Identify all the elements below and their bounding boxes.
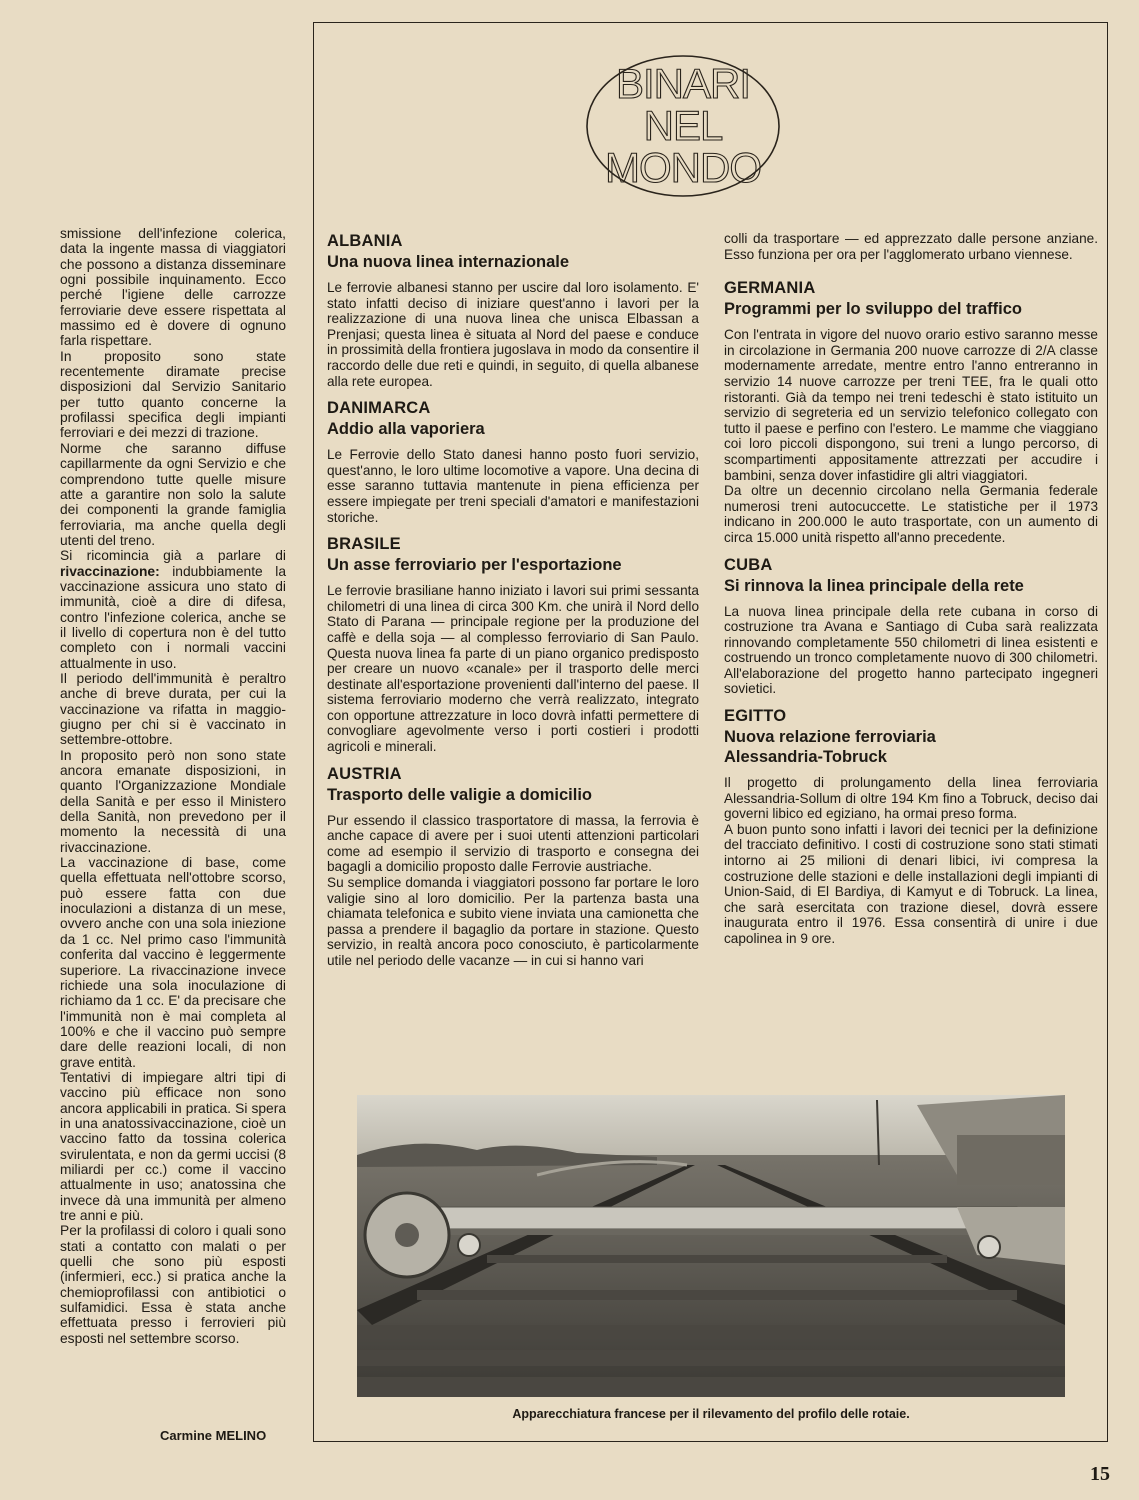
news-text: La nuova linea principale della rete cubana in corso di costruzione tra Avana e Santiago di Cuba sarà realizzata rinnovando completamente 550 chilometri di linea esistenti e costruendo un tronco completamente nuovo di 300 chilometri. All'elaborazione del progetto hanno partecipato ingegneri sovietici. xyxy=(724,603,1098,697)
headline-line: Alessandria-Tobruck xyxy=(724,748,887,767)
left-paragraph: Per la profilassi di coloro i quali sono stati a contatto con malati o per quelli che sono più esposti (infermieri, ecc.) si pratica anche la chemioprofilassi con antibiotici o sulfamidici. Essa è stata anche effettuata presso i ferrovieri più esposti nel settembre scorso. xyxy=(60,1223,286,1346)
news-text: Le ferrovie brasiliane hanno iniziato i lavori sui primi sessanta chilometri di una linea di circa 300 Km. che unirà il Nord dello Stato di Parana — principale regione per la produzione del caffè e della soja — al complesso ferroviario di San Paulo. Questa nuova linea fa parte di un piano organico predisposto per creare un nuovo «canale» per il trasporto delle merci destinate all'esportazione provenienti dall'interno del paese. Il sistema ferroviario moderno che verrà realizzato, integrato con opportune attrezzature in loco dovrà infatti permettere di convogliare agevolmente verso i porti costieri i prodotti agricoli e minerali. xyxy=(327,583,699,755)
logo-line-binari: BINARI xyxy=(615,60,751,107)
left-paragraph: Norme che saranno diffuse capillarmente da ogni Servizio e che comprendono tutte quelle misure atte a garantire non solo la salute dei componenti la grande famiglia ferroviaria, ma anche quella degli utenti del treno. xyxy=(60,440,286,548)
middle-news-column xyxy=(327,231,699,978)
left-paragraph: Tentativi di impiegare altri tipi di vaccino più efficace non sono ancora applicabili in pratica. Si spera in una anatossivaccinazione, cioè un vaccino fatto da tossina colerica svirulentata, e non da germi uccisi (8 miliardi per cc.) come il vaccino attualmente in uso; anatossina che invece dà una immunità per almeno tre anni e più. xyxy=(60,1069,286,1223)
photo-gauge-right xyxy=(978,1236,1000,1258)
news-text: Da oltre un decennio circolano nella Germania federale numerosi treni autocuccette. Le statistiche per il 1973 indicano in 200.000 le auto trasportate, con un aumento di circa 15.000 unità rispetto all'anno precedente. xyxy=(724,483,1098,545)
news-text: Su semplice domanda i viaggiatori possono far portare le loro valigie sino al loro domicilio. Per la partenza basta una chiamata telefonica e subito viene inviata una camionetta che passa a prendere il bagaglio da portare in stazione. Questo servizio, in realtà ancora poco conosciuto, è particolarmente utile nel periodo delle vacanze — in cui si hanno vari xyxy=(327,875,699,968)
revaccination-rest: indubbiamente la vaccinazione assicura uno stato di immunità, cioè a dire di difesa, contro l'infezione colerica, anche se il livello di copertura non è del tutto completo con i normali vaccini attualmente in uso. xyxy=(60,563,286,671)
news-headline: Una nuova linea internazionale xyxy=(327,253,570,271)
news-text: Le ferrovie albanesi stanno per uscire dal loro isolamento. E' stato infatti deciso di iniziare quest'anno i lavori per la realizzazione di una nuova linea che unisca Elbassan a Prenjasi; questa linea è situata al Nord del paese e conduce in prossimità della frontiera jugoslava in modo da consentire il raccordo delle due reti e quindi, in seguito, di quella albanese alla rete europea. xyxy=(327,280,699,389)
country-heading: ALBANIA xyxy=(327,232,403,250)
section-brasile xyxy=(327,534,699,755)
news-text: Pur essendo il classico trasportatore di massa, la ferrovia è anche capace di avere per i suoi utenti attenzioni particolari come ad esempio il servizio di trasporto e consegna dei bagagli a domicilio proposto dalle Ferrovie austriache. xyxy=(327,812,699,875)
section-danimarca xyxy=(327,398,699,525)
news-headline: Un asse ferroviario per l'esportazione xyxy=(327,556,622,575)
photo-beam-shadow xyxy=(417,1229,1017,1235)
photo-illustration xyxy=(357,1095,1065,1397)
photo-caption: Apparecchiatura francese per il rilevamento del profilo delle rotaie. xyxy=(512,1407,910,1421)
country-heading: DANIMARCA xyxy=(327,399,431,418)
section-austria xyxy=(327,764,699,969)
section-egitto xyxy=(724,706,1098,947)
section-germania xyxy=(724,278,1098,545)
news-text: A buon punto sono infatti i lavori dei tecnici per la definizione del tracciato definitivo. I costi di costruzione sono stati stimati intorno ai 25 milioni di denari libici, ivi compresa la costruzione delle stazioni e delle installazioni degli impianti di Union-Said, di El Bardiya, di Kamyut e di Tobruck. La linea, che sarà esercitata con trazione diesel, dovrà essere inaugurata entro il 1976. Essa consentirà di unire i due capolinea in 9 ore. xyxy=(724,821,1098,946)
binari-nel-mondo-logo xyxy=(583,52,783,200)
photo-wall xyxy=(957,1135,1065,1185)
section-albania xyxy=(327,231,699,389)
headline-line: Nuova relazione ferroviaria xyxy=(724,728,936,747)
country-heading: GERMANIA xyxy=(724,279,816,298)
revaccination-bold-term: rivaccinazione: xyxy=(60,563,160,579)
photo-wheel-left-hub xyxy=(395,1223,419,1247)
author-signature: Carmine MELINO xyxy=(160,1428,267,1443)
news-headline: Trasporto delle valigie a domicilio xyxy=(327,785,592,804)
page-number: 15 xyxy=(1090,1463,1110,1485)
photo-gauge-left xyxy=(458,1234,480,1256)
left-paragraph: smissione dell'infezione colerica, data la ingente massa di viaggiatori che possono a distanza disseminare ogni possibile inquinamento. Ecco perché l'igiene delle carrozze ferroviarie deve essere rispettata al massimo ed è dovere di ognuno farla rispettare. xyxy=(60,226,286,349)
news-headline: Addio alla vaporiera xyxy=(327,420,485,439)
news-headline xyxy=(724,727,1098,767)
left-paragraph: In proposito sono state recentemente diramate precise disposizioni dal Servizio Sanitario per tutto quanto concerne la profilassi specifica degli impianti ferroviari e dei mezzi di trazione. xyxy=(60,348,286,441)
news-text: Il progetto di prolungamento della linea ferroviaria Alessandria-Sollum di oltre 194 Km fino a Tobruck, deciso dai governi libico ed egiziano, ha ormai preso forma. xyxy=(724,775,1098,822)
country-heading: AUSTRIA xyxy=(327,764,402,783)
country-heading: CUBA xyxy=(724,555,773,574)
news-headline: Programmi per lo sviluppo del traffico xyxy=(724,300,1022,319)
revaccination-lead: Si ricomincia già a parlare di xyxy=(60,548,286,564)
section-austria-continued xyxy=(724,231,1098,262)
left-paragraph: In proposito però non sono state ancora emanate disposizioni, in quanto l'Organizzazione Mondiale della Sanità e per esso il Ministero della Sanità, non prevedono per il momento la necessità di una rivaccinazione. xyxy=(60,747,286,855)
section-cuba xyxy=(724,555,1098,698)
rail-measuring-photo xyxy=(357,1095,1065,1397)
news-text: Le Ferrovie dello Stato danesi hanno posto fuori servizio, quest'anno, le loro ultime locomotive a vapore. Una decina di esse saranno tuttavia mantenute in piena efficienza per essere impiegate per treni speciali d'amatori e manifestazioni storiche. xyxy=(327,447,699,525)
news-headline: Si rinnova la linea principale della rete xyxy=(724,576,1024,595)
left-paragraph: Il periodo dell'immunità è peraltro anche di breve durata, per cui la vaccinazione va rifatta in maggio-giugno per chi si è vaccinato in settembre-ottobre. xyxy=(60,670,286,748)
news-text: Con l'entrata in vigore del nuovo orario estivo saranno messe in circolazione in Germania 200 nuove carrozze di 2/A classe modernamente arredate, mentre entro l'anno entreranno in servizio 14 nuove carrozze per treni TEE, fra le quali otto ristoranti. Già da tempo nei treni tedeschi è stato istituito un servizio di segreteria ed un servizio telefonico collegato con tutto il paese e perfino con l'estero. Le mamme che viaggiano coi loro piccoli dispongono, sui treni a lungo percorso, di scompartimenti appositamente attrezzati per accudire i bambini, senza dover infastidire gli altri viaggiatori. xyxy=(724,327,1098,483)
photo-measuring-beam xyxy=(417,1207,1017,1229)
logo-line-mondo: MONDO xyxy=(605,144,761,191)
news-text: colli da trasportare — ed apprezzato dalle persone anziane. Esso funziona per ora per l'agglomerato urbano viennese. xyxy=(724,231,1098,262)
left-paragraph-revaccination xyxy=(60,548,286,671)
left-paragraph: La vaccinazione di base, come quella effettuata nell'ottobre scorso, può essere fatta con due inoculazioni a distanza di un mese, ovvero anche con una sola iniezione da 1 cc. Nel primo caso l'immunità conferita dal vaccino è leggermente superiore. La rivaccinazione invece richiede una sola inoculazione di richiamo da 1 cc. E' da precisare che l'immunità non è mai completa al 100% e che il vaccino può sempre dare delle reazioni locali, di non grave entità. xyxy=(60,855,286,1070)
left-article-column xyxy=(60,226,286,1346)
country-heading: EGITTO xyxy=(724,707,787,726)
right-news-column xyxy=(724,231,1098,956)
country-heading: BRASILE xyxy=(327,535,401,554)
logo-line-nel: NEL xyxy=(643,102,723,149)
